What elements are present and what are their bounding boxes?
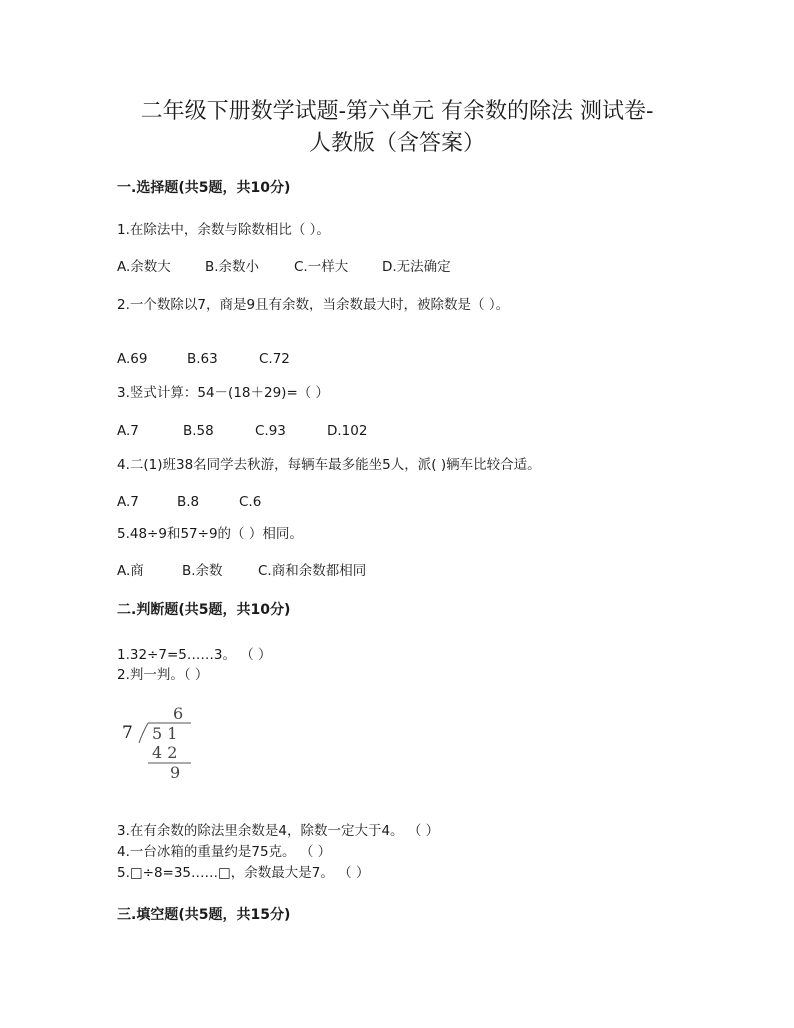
option-a: A.商 — [117, 563, 144, 579]
option-c: C.一样大 — [294, 259, 349, 275]
question-1-2: 2.一个数除以7，商是9且有余数，当余数最大时，被除数是（ ）。 — [117, 297, 510, 313]
division-divisor: 7 — [122, 723, 133, 743]
title-line-1: 二年级下册数学试题-第六单元 有余数的除法 测试卷- — [140, 99, 654, 124]
question-1-1: 1.在除法中，余数与除数相比（ ）。 — [117, 222, 330, 238]
question-1-4: 4.二(1)班38名同学去秋游，每辆车最多能坐5人，派( )辆车比较合适。 — [117, 457, 541, 473]
option-a: A.余数大 — [117, 259, 171, 275]
question-2-5: 5.□÷8=35……□，余数最大是7。 （ ） — [117, 865, 370, 881]
option-b: B.余数小 — [205, 259, 260, 275]
option-b: B.余数 — [182, 563, 223, 579]
division-product: 4 2 — [152, 743, 178, 762]
question-2-4: 4.一台冰箱的重量约是75克。 （ ） — [117, 844, 332, 860]
question-1-5: 5.48÷9和57÷9的（ ）相同。 — [117, 526, 303, 542]
option-b: B.63 — [187, 351, 218, 367]
option-a: A.7 — [117, 423, 139, 439]
division-dividend: 5 1 — [152, 724, 178, 743]
option-d: D.无法确定 — [382, 259, 451, 275]
title-line-2: 人教版（含答案） — [308, 131, 485, 156]
question-2-1: 1.32÷7=5……3。 （ ） — [117, 647, 272, 663]
option-c: C.93 — [255, 423, 286, 439]
option-d: D.102 — [327, 423, 368, 439]
long-division-figure — [118, 702, 198, 784]
option-a: A.69 — [117, 351, 148, 367]
question-2-2: 2.判一判。（ ） — [117, 667, 209, 683]
division-remainder: 9 — [170, 763, 181, 782]
option-c: C.商和余数都相同 — [258, 563, 367, 579]
section-heading-choice: 一.选择题(共5题，共10分) — [117, 180, 291, 196]
option-b: B.58 — [183, 423, 214, 439]
division-quotient: 6 — [173, 704, 184, 723]
section-heading-judge: 二.判断题(共5题，共10分) — [117, 602, 291, 618]
option-b: B.8 — [177, 494, 200, 510]
option-c: C.6 — [239, 494, 262, 510]
option-a: A.7 — [117, 494, 139, 510]
question-1-3: 3.竖式计算：54－(18＋29)=（ ） — [117, 385, 330, 401]
section-heading-fill: 三.填空题(共5题，共15分) — [117, 907, 291, 923]
question-2-3: 3.在有余数的除法里余数是4，除数一定大于4。 （ ） — [117, 823, 440, 839]
option-c: C.72 — [259, 351, 290, 367]
